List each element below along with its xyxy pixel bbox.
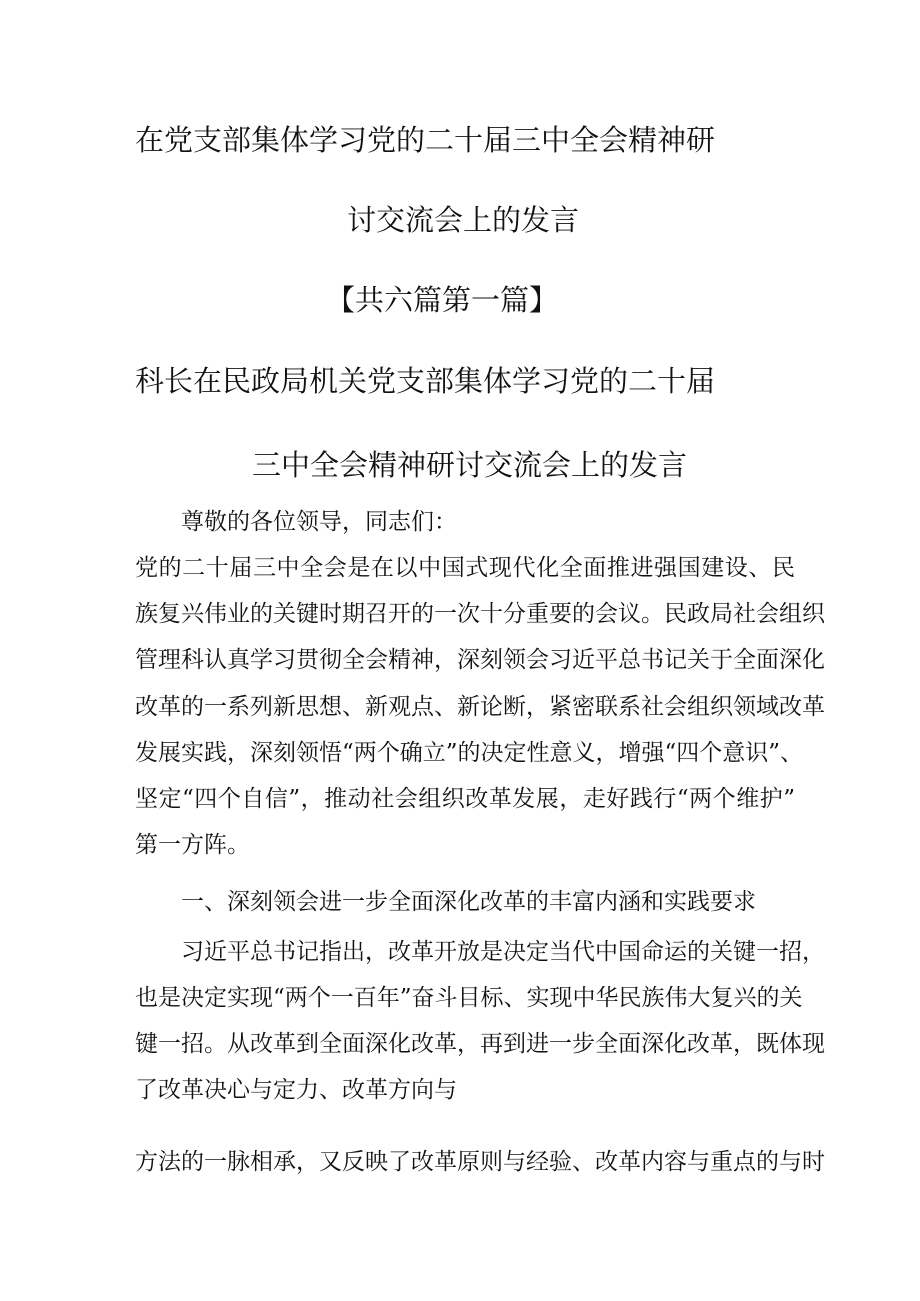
paragraph-2-line-4: 了改革决心与定力、改革方向与 xyxy=(135,1077,457,1103)
title-line-1: 在党支部集体学习党的二十届三中全会精神研 xyxy=(135,123,716,157)
paragraph-2-line-3: 键一招。从改革到全面深化改革，再到进一步全面深化改革，既体现 xyxy=(135,1031,825,1057)
paragraph-3-line-1: 方法的一脉相承，又反映了改革原则与经验、改革内容与重点的与时 xyxy=(135,1149,825,1175)
subtitle-line-1: 科长在民政局机关党支部集体学习党的二十届 xyxy=(135,364,716,398)
series-label: 【共六篇第一篇】 xyxy=(326,283,559,317)
paragraph-1-line-1: 党的二十届三中全会是在以中国式现代化全面推进强国建设、民 xyxy=(135,555,795,581)
paragraph-1-line-4: 改革的一系列新思想、新观点、新论断，紧密联系社会组织领域改革 xyxy=(135,694,825,720)
paragraph-2-line-1: 习近平总书记指出，改革开放是决定当代中国命运的关键一招， xyxy=(181,939,825,965)
subtitle-line-2: 三中全会精神研讨交流会上的发言 xyxy=(252,448,688,482)
section-1-heading: 一、深刻领会进一步全面深化改革的丰富内涵和实践要求 xyxy=(181,889,756,915)
paragraph-1-line-6: 坚定“四个自信”，推动社会组织改革发展，走好践行“两个维护” xyxy=(135,786,795,812)
paragraph-1-line-7: 第一方阵。 xyxy=(135,832,250,858)
paragraph-1-line-3: 管理科认真学习贯彻全会精神，深刻领会习近平总书记关于全面深化 xyxy=(135,647,825,673)
salutation: 尊敬的各位领导，同志们： xyxy=(181,509,457,535)
title-line-2: 讨交流会上的发言 xyxy=(347,203,580,237)
paragraph-2-line-2: 也是决定实现“两个一百年”奋斗目标、实现中华民族伟大复兴的关 xyxy=(135,985,803,1011)
paragraph-1-line-5: 发展实践，深刻领悟“两个确立”的决定性意义，增强“四个意识”、 xyxy=(135,740,804,766)
paragraph-1-line-2: 族复兴伟业的关键时期召开的一次十分重要的会议。民政局社会组织 xyxy=(135,601,825,627)
